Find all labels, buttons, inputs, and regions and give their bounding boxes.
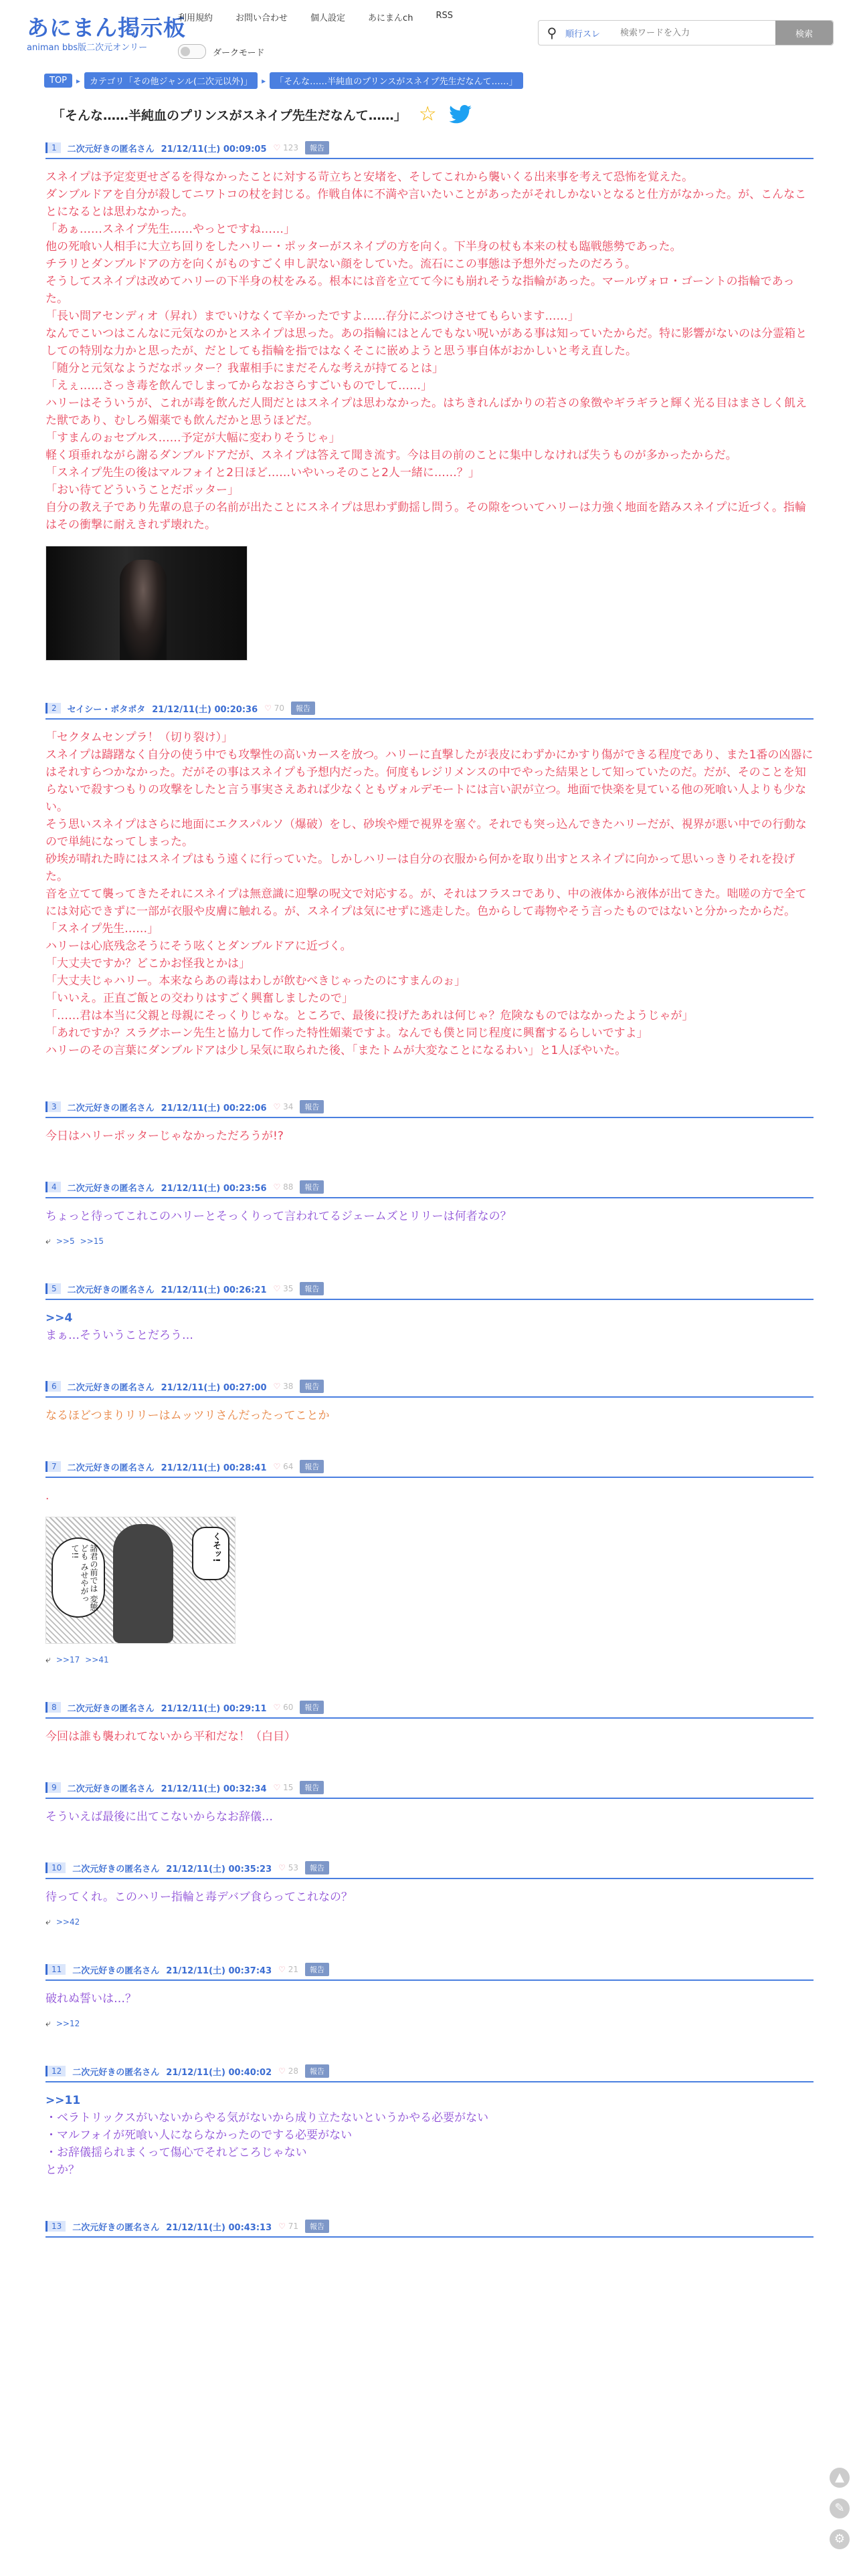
post-text-line: なんでこいつはこんなに元気なのかとスネイプは思った。あの指輪にはとんでもない呪いがある事は知っていたからだ。特に影響がないのは分霊箱としての特別な力かと思ったが、だとしても指輪を指ではなくそこに嵌めようと思う事自体がおかしいと考え直した。 [45,327,807,358]
post-date: 21/12/11(土) 00:40:02 [166,2067,272,2078]
twitter-icon[interactable] [449,105,472,124]
reply-arrow-icon: ⤶ [45,2018,51,2029]
top-nav [178,11,453,23]
post-header [45,1962,814,1981]
post-body [45,1118,814,1145]
report-button[interactable]: 報告 [305,1861,329,1874]
like-count: 38 [283,1382,294,1391]
post-text-line: ハリーはそういうが、これが毒を飲んだ人間だとはスネイプは思わなかった。はちきれんばかりの若さの象徴やギラギラと輝く光る目はまさしく飢えた獣であり、むしろ媚薬でも飲んだかと思うほどだ。 [45,397,807,427]
post-text-line: 「セクタムセンプラ！（切り裂け）」 [45,731,233,744]
edit-icon[interactable]: ✎ [830,2498,850,2518]
post-body [45,1398,814,1424]
post-header [45,2064,814,2082]
post-date: 21/12/11(土) 00:22:06 [161,1103,267,1113]
post-text-line: 「スネイプ先生の後はマルフォイと2日ほど……いやいっそのこと2人一緒に……？」 [45,466,480,479]
post-spacer [45,1826,814,1860]
post-item [45,1780,814,1860]
post-number[interactable]: 1 [45,142,61,153]
post-spacer [45,1665,814,1700]
post-header [45,1281,814,1300]
post-item [45,1700,814,1780]
post-text-line: 「大丈夫ですか？どこかお怪我とかは」 [45,957,250,970]
logo-subtitle: animan bbs版二次元オンリー [27,43,148,53]
reply-link[interactable]: >>41 [85,1655,109,1665]
post-header [45,1459,814,1478]
manga-text: 諸君の前では [89,1544,98,1592]
post-text-line: 「……君は本当に父親と母親にそっくりじゃな。ところで、最後に投げたあれは何じゃ？危険なものではなかったようじゃが」 [45,1009,694,1023]
post-date: 21/12/11(土) 00:26:21 [161,1285,267,1295]
post-number[interactable]: 6 [45,1381,61,1392]
site-header [0,0,859,67]
post-item [45,2064,814,2219]
like-count: 15 [283,1783,294,1792]
post-author: 二次元好きの匿名さん [67,1784,155,1794]
post-number[interactable]: 12 [45,2066,66,2076]
nav-settings[interactable]: 個人設定 [310,13,346,23]
post-author: 二次元好きの匿名さん [67,1183,155,1194]
reply-link[interactable]: >>5 [56,1237,75,1246]
post-header [45,1099,814,1118]
post-spacer [45,1745,814,1780]
post-text-line: そういえば最後に出てこないからなお辞儀… [45,1810,273,1824]
post-number[interactable]: 2 [45,703,61,714]
post-list [45,140,814,2282]
crumb-top[interactable]: TOP [44,74,72,88]
heart-icon: ♡ [273,1783,281,1792]
post-text-line: ハリーのその言葉にダンブルドアは少し呆気に取られた後、「またトムが大変なことになるわい」と1人ぼやいた。 [45,1044,627,1057]
post-text-line: 音を立てて襲ってきたそれにスネイプは無意識に迎撃の呪文で対応する。が、それはフラスコであり、中の液体から液体が出てきた。咄嗟の方で全てには対応できずに一部が衣服や皮膚に触れる。が、スネイプは気にせずに逃走した。色からして毒物やそう言ったものではないと分かったからだ。 [45,887,807,918]
search-button[interactable]: 検索 [775,21,833,45]
post-author: セイシー・ポタポタ [67,704,146,715]
reply-links [45,1236,814,1247]
post-spacer [45,661,814,701]
heart-icon: ♡ [273,1102,281,1111]
post-item [45,701,814,1099]
post-author: 二次元好きの匿名さん [72,2222,160,2233]
post-text-line: 軽く項垂れながら謝るダンブルドアだが、スネイプは答えて聞き流す。今は目の前のことに集中しなければ失うものが多かったからだ。 [45,449,737,462]
breadcrumb [44,72,523,89]
report-button[interactable]: 報告 [300,1100,324,1113]
post-date: 21/12/11(土) 00:23:56 [161,1183,267,1194]
post-body [45,720,814,1059]
heart-icon: ♡ [273,1462,281,1471]
manga-image[interactable] [45,1517,235,1644]
post-body [45,1198,814,1225]
post-spacer [45,1247,814,1281]
post-spacer [45,1145,814,1180]
report-button[interactable]: 報告 [291,702,315,715]
post-item [45,1180,814,1281]
post-date: 21/12/11(土) 00:43:13 [166,2222,272,2233]
post-text-line: 「おい待てどういうことだポッター」 [45,484,239,497]
post-item [45,1281,814,1379]
post-text-line: そう思いスネイプはさらに地面にエクスパルソ（爆破）をし、砂埃や煙で視界を塞ぐ。それでも突っ込んできたハリーだが、視界が悪い中での行動なので単純になってしまった。 [45,818,807,849]
post-author: 二次元好きの匿名さん [72,1864,160,1874]
reply-links [45,1654,814,1665]
post-number[interactable]: 13 [45,2221,66,2232]
manga-text: 変態ども [80,1544,98,1611]
like-button[interactable] [278,1863,298,1872]
post-spacer [45,2029,814,2064]
post-text-line: ちょっと待ってこれこのハリーとそっくりって言われてるジェームズとリリーは何者なの？ [45,1210,512,1223]
heart-icon: ♡ [278,2066,286,2076]
like-button[interactable] [274,1703,294,1712]
reply-anchor-link[interactable]: >>4 [45,1311,73,1325]
post-item [45,1860,814,1962]
heart-icon: ♡ [278,1863,286,1872]
post-author: 二次元好きの匿名さん [72,1965,160,1976]
post-header [45,701,814,720]
post-text-line: 砂埃が晴れた時にはスネイプはもう遠くに行っていた。しかしハリーは自分の衣服から何かを取り出すとスネイプに向かって思いっきりそれを投げた。 [45,853,795,883]
logo-title: あにまん掲示板 [27,15,186,41]
like-button[interactable] [274,1284,294,1293]
report-button[interactable]: 報告 [305,2064,329,2078]
post-text-line: まぁ…そういうことだろう… [45,1329,193,1342]
heart-icon: ♡ [278,1965,286,1974]
report-button[interactable]: 報告 [305,2220,329,2233]
post-date: 21/12/11(土) 00:37:43 [166,1965,272,1976]
post-text-line: 今日はハリーポッターじゃなかっただろうが!? [45,1130,284,1143]
like-count: 123 [283,143,299,152]
report-button[interactable]: 報告 [300,1380,324,1393]
post-text-line: 「えぇ……さっき毒を飲んでしまってからなおさらすごいものでして……」 [45,379,432,393]
post-header [45,1180,814,1198]
scroll-top-icon[interactable]: ▲ [830,2468,850,2488]
post-author: 二次元好きの匿名さん [67,1463,155,1473]
report-button[interactable]: 報告 [305,141,329,154]
post-header [45,1860,814,1879]
post-date: 21/12/11(土) 00:32:34 [161,1784,267,1794]
chevron-right-icon: ▸ [76,76,81,86]
report-button[interactable]: 報告 [300,1701,324,1714]
post-spacer [45,2247,814,2282]
reply-arrow-icon: ⤶ [45,1236,51,1247]
chevron-right-icon: ▸ [262,76,266,86]
heart-icon: ♡ [273,1284,281,1293]
reply-link[interactable]: >>17 [56,1655,80,1665]
post-body [45,159,814,661]
like-count: 64 [283,1462,294,1471]
post-text-line: 待ってくれ。このハリー指輪と毒デバブ食らってこれなの？ [45,1891,353,1904]
like-button[interactable] [278,2066,298,2076]
post-text-line: 「長い間アセンディオ（昇れ）までいけなくて辛かったですよ……存分にぶつけさせてもらいます……」 [45,310,579,323]
post-number[interactable]: 3 [45,1101,61,1112]
post-item [45,1962,814,2064]
manga-figure [113,1524,173,1643]
post-body [45,2082,814,2179]
reply-anchor-link[interactable]: >>11 [45,2094,81,2107]
like-button[interactable] [264,704,284,713]
post-spacer [45,2179,814,2219]
post-spacer [45,1059,814,1099]
floating-actions [830,2468,850,2549]
post-text-line: 「スネイプ先生……」 [45,922,159,936]
like-count: 28 [288,2066,299,2076]
post-text-line: 「あぁ……スネイプ先生……やっとですね……」 [45,223,295,236]
post-date: 21/12/11(土) 00:20:36 [152,704,258,715]
post-number[interactable]: 10 [45,1862,66,1873]
like-count: 60 [283,1703,294,1712]
post-header [45,1379,814,1398]
post-text-line: ・マルフォイが死喰い人にならなかったのでする必要がない [45,2129,353,2142]
toggle-switch[interactable] [178,44,206,59]
post-item [45,1099,814,1180]
post-text-line: ハリーは心底残念そうにそう呟くとダンブルドアに近づく。 [45,940,352,953]
post-text-line: ・ベラトリックスがいないからやる気がないから成り立たないというかやる必要がない [45,2111,489,2125]
post-spacer [45,1344,814,1379]
post-date: 21/12/11(土) 00:29:11 [161,1703,267,1714]
post-text-line: とか？ [45,2163,80,2177]
heart-icon: ♡ [273,1382,281,1391]
like-count: 88 [283,1182,294,1192]
post-header [45,1780,814,1799]
post-number[interactable]: 8 [45,1702,61,1713]
heart-icon: ♡ [264,704,272,713]
dark-mode-toggle[interactable] [178,44,264,59]
post-author: 二次元好きの匿名さん [72,2067,160,2078]
like-button[interactable] [274,1462,294,1471]
nav-animanch[interactable]: あにまんch [368,13,413,23]
post-number[interactable]: 4 [45,1182,61,1192]
site-logo[interactable] [27,15,186,53]
post-number[interactable]: 5 [45,1283,61,1294]
post-item [45,140,814,701]
post-author: 二次元好きの匿名さん [67,144,155,154]
search-icon: ⚲ [547,25,557,41]
reply-arrow-icon: ⤶ [45,1917,51,1927]
reply-link[interactable]: >>12 [56,2019,80,2028]
post-date: 21/12/11(土) 00:27:00 [161,1382,267,1393]
post-text-line: 自分の教え子であり先輩の息子の名前が出たことにスネイプは思わず動揺し問う。その隙をついてハリーは力強く地面を踏みスネイプに近づく。指輪はその衝撃に耐えきれず壊れた。 [45,501,806,532]
report-button[interactable]: 報告 [305,1963,329,1976]
reply-links [45,2018,814,2029]
post-text-line: . [45,1489,50,1503]
heart-icon: ♡ [273,1182,281,1192]
post-text-line: 「あれですか？スラグホーン先生と協力して作った特性媚薬ですよ。なんでも僕と同じ程度に興奮するらしいですよ」 [45,1027,648,1040]
post-text-line: 「随分と元気なようだなポッター？我輩相手にまだそんな考えが持てるとは」 [45,362,444,375]
post-header [45,1700,814,1719]
like-count: 35 [283,1284,294,1293]
post-text-line: チラリとダンブルドアの方を向くがものすごく申し訳ない顔をしていた。流石にこの事態は予想外だったのだろう。 [45,257,636,271]
post-text-line: 「すまんのぉセブルス……予定が大幅に変わりそうじゃ」 [45,431,341,445]
nav-terms[interactable]: 利用規約 [178,13,213,23]
search-scope-select[interactable]: 順行スレ [565,29,601,39]
crumb-category[interactable]: カテゴリ「その他ジャンル(二次元以外)」 [84,72,258,89]
post-body [45,2238,814,2247]
reply-link[interactable]: >>15 [80,1237,104,1246]
reply-link[interactable]: >>42 [56,1917,80,1927]
report-button[interactable]: 報告 [300,1180,324,1194]
post-text-line: 今回は誰も襲われてないから平和だな！（白目） [45,1730,296,1743]
heart-icon: ♡ [273,1703,281,1712]
crumb-thread[interactable]: 「そんな……半純血のプリンスがスネイプ先生だなんて……」 [270,72,522,89]
nav-rss[interactable]: RSS [436,11,453,21]
post-date: 21/12/11(土) 00:09:05 [161,144,267,154]
star-icon[interactable]: ☆ [418,102,437,126]
like-count: 21 [288,1965,299,1974]
like-count: 53 [288,1863,299,1872]
portrait-figure [120,560,167,660]
like-button[interactable] [274,1182,294,1192]
post-header [45,2219,814,2238]
page-title: 「そんな……半純血のプリンスがスネイプ先生だなんて……」 [52,108,407,123]
post-author: 二次元好きの匿名さん [67,1285,155,1295]
post-number[interactable]: 11 [45,1964,66,1975]
post-text-line: なるほどつまりリリーはムッツリさんだったってことか [45,1409,330,1422]
like-button[interactable] [278,1965,298,1974]
manga-speech-bubble [52,1537,105,1618]
post-text-line: ダンブルドアを自分が殺してニワトコの杖を封じる。作戦自体に不満や言いたいことがあったがそれしかないとなると仕方がなかった。が、こんなことになるとは思わなかった。 [45,188,807,219]
like-button[interactable] [278,2222,298,2231]
post-text-line: 「大丈夫じゃハリー。本来ならあの毒はわしが飲むべきじゃったのにすまんのぉ」 [45,974,466,988]
dark-mode-label: ダークモード [213,47,265,58]
like-button[interactable] [274,143,299,152]
post-body [45,1478,814,1644]
post-spacer [45,1927,814,1962]
post-body [45,1981,814,2008]
report-button[interactable]: 報告 [300,1282,324,1295]
report-button[interactable]: 報告 [300,1460,324,1473]
post-body [45,1719,814,1745]
post-text-line: ・お辞儀揺られまくって傷心でそれどころじゃない [45,2146,307,2159]
manga-shout-bubble [192,1527,229,1580]
post-body [45,1799,814,1826]
search-input[interactable] [619,22,775,43]
post-header [45,140,814,159]
post-text-line: スネイプは予定変更せざるを得なかったことに対する苛立ちと安堵を、そしてこれから襲いくる出来事を考えて恐怖を覚えた。 [45,171,694,184]
post-item [45,2219,814,2282]
toggle-knob [181,47,190,56]
post-number[interactable]: 9 [45,1782,61,1793]
nav-contact[interactable]: お問い合わせ [235,13,288,23]
like-count: 34 [283,1102,294,1111]
post-spacer [45,1424,814,1459]
post-text-line: スネイプは躊躇なく自分の使う中でも攻撃性の高いカースを放つ。ハリーに直撃したが表皮にわずかにかすり傷ができる程度であり、また1番の凶器にはそれすらつかなかった。だがその事はスネイプも予想内だった。何度もレジリメンスの中でやった結果として知っていたのだ。だが、そのことを知らないで殺すつもりの攻撃をしたと言う事実さえあれば少なくともヴォルデモートには言い訳が立つ。地面で快楽を見ている他の死喰い人よりも少ない。 [45,748,814,814]
post-author: 二次元好きの匿名さん [67,1382,155,1393]
post-date: 21/12/11(土) 00:35:23 [166,1864,272,1874]
post-body [45,1879,814,1906]
like-count: 71 [288,2222,299,2231]
post-date: 21/12/11(土) 00:28:41 [161,1463,267,1473]
heart-icon: ♡ [278,2222,286,2231]
post-text-line: 破れぬ誓いは…？ [45,1992,136,2006]
post-text-line: 他の死喰い人相手に大立ち回りをしたハリー・ポッターがスネイプの方を向く。下半身の杖も本来の杖も臨戦態勢であった。 [45,240,682,253]
like-button[interactable] [274,1102,294,1111]
post-text-line: 「いいえ。正直ご飯との交わりはすごく興奮しましたので」 [45,992,354,1005]
post-author: 二次元好きの匿名さん [67,1703,155,1714]
post-author: 二次元好きの匿名さん [67,1103,155,1113]
like-count: 70 [274,704,284,713]
thread-title-row [52,104,472,124]
like-button[interactable] [274,1783,294,1792]
report-button[interactable]: 報告 [300,1781,324,1794]
post-item [45,1459,814,1700]
like-button[interactable] [274,1382,294,1391]
post-text-line: そうしてスネイプは改めてハリーの下半身の杖をみる。根本には音を立てて今にも崩れそうな指輪があった。マールヴォロ・ゴーントの指輪であった。 [45,275,795,306]
post-item [45,1379,814,1459]
manga-text: みせやがって!! [70,1544,89,1603]
post-number[interactable]: 7 [45,1461,61,1472]
post-body [45,1300,814,1344]
gear-icon[interactable]: ⚙ [830,2529,850,2549]
reply-links [45,1917,814,1927]
reply-arrow-icon: ⤶ [45,1654,51,1665]
post-image[interactable] [45,546,248,661]
manga-text: くそッ! [211,1532,221,1562]
heart-icon: ♡ [273,143,281,152]
search-bar [538,20,834,45]
